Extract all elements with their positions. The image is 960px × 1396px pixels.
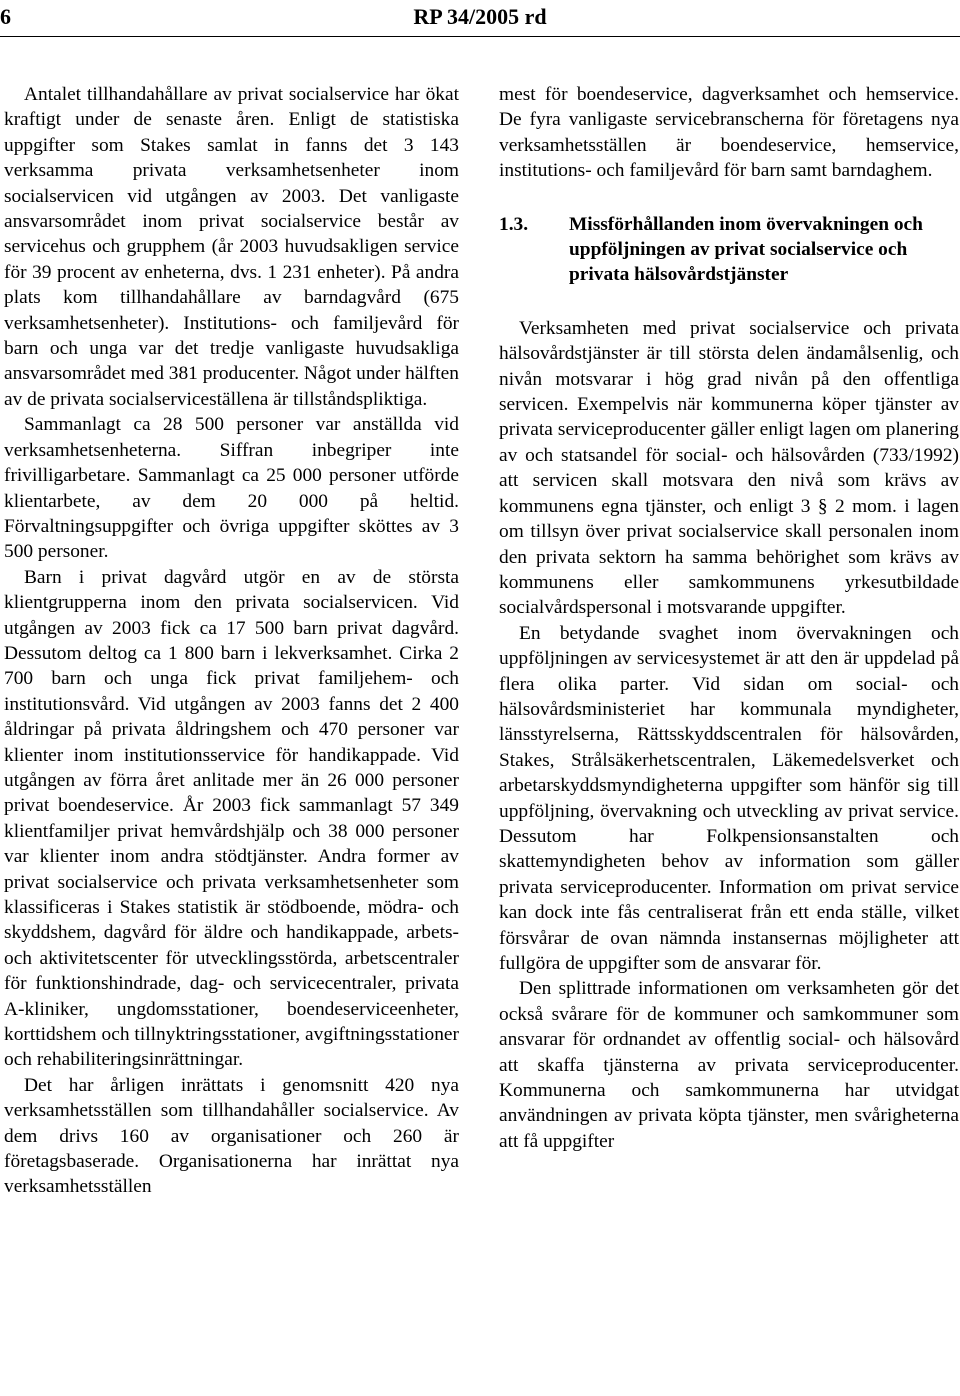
right-column	[499, 82, 959, 1154]
section-number: 1.3.	[499, 213, 529, 235]
continuation-paragraph: mest för boendeservice, dagverksamhet och hemservice. De fyra vanligaste servicebranscherna för företagens nya verksamhetsställen är boendeservice, hemservice, institutions- och familjevård för barn samt barndaghem.	[499, 84, 959, 182]
paragraph: Den splittrade informationen om verksamheten gör det också svårare för de kommuner och samkommuner som ansvarar för ordnandet av offentlig social- och hälsovård att skaffa tjänsterna av privata serviceproducenter. Kommunerna och samkommunerna har utvidgat användningen av privata köpta tjänster, men svårigheterna att få uppgifter	[499, 978, 959, 1152]
document-title: RP 34/2005 rd	[413, 4, 547, 29]
paragraph: En betydande svaghet inom övervakningen och uppföljningen av servicesystemet är att den är uppdelad på flera olika parter. Vid sidan om social- och hälsovårdsministeriet har kommunala myndigheter, länsstyrelserna, Rättsskyddscentralen för hälsovården, Stakes, Strålsäkerhetscentralen, Läkemedelsverket och arbetarskyddsmyndigheterna uppgifter som hänför sig till uppföljning, övervakning och utveckling av privat service. Dessutom har Folkpensionsanstalten och skattemyndigheten behov av information som gäller privata serviceproducenter. Information om privat service kan dock inte fås centraliserat från ett enda ställe, vilket försvårar de ovan nämnda instansernas möjligheter att fullgöra de uppgifter som de ansvarar för.	[499, 622, 959, 974]
section-heading	[499, 212, 959, 288]
left-column	[4, 82, 459, 1200]
page-number: 6	[0, 4, 11, 29]
header-rule	[0, 36, 960, 37]
paragraph: Antalet tillhandahållare av privat socialservice har ökat kraftigt under de senaste åren. Enligt de statistiska uppgifter som Stakes samlat in fanns det 3 143 verksamma privata verksamhetsenheter inom socialservicen vid utgången av 2003. Det vanligaste ansvarsområdet inom privat socialservice består av servicehus och grupphem (år 2003 huvudsakligen service för 39 procent av enheterna, dvs. 1 231 enheter). På andra plats kom tillhandahållare av barndagvård (675 verksamhetsenheter). Institutions- och familjevård för barn och unga var det tredje vanligaste huvudsakliga ansvarsområdet med 381 producenter. Något under hälften av de privata socialserviceställena är tillståndspliktiga.	[4, 84, 459, 410]
paragraph: Sammanlagt ca 28 500 personer var anställda vid verksamhetsenheterna. Siffran inbegriper inte frivilligarbetare. Sammanlagt ca 25 000 personer utförde klientarbete, av dem 20 000 på heltid. Förvaltningsuppgifter och övriga uppgifter sköttes av 3 500 personer.	[4, 414, 459, 563]
page-header	[0, 0, 960, 40]
paragraph: Det har årligen inrättats i genomsnitt 420 nya verksamhetsställen som tillhandahåller socialservice. Av dem drivs 160 av organisationer och 260 är företagsbaserade. Organisationerna har inrättat nya verksamhetsställen	[4, 1074, 459, 1198]
section-title: Missförhållanden inom övervakningen och uppföljningen av privat socialservice och privata hälsovårdstjänster	[569, 213, 923, 286]
paragraph: Barn i privat dagvård utgör en av de största klientgrupperna inom den privata socialservicen. Vid utgången av 2003 fick ca 17 500 barn privat dagvård. Dessutom deltog ca 1 800 barn i lekverksamhet. Cirka 2 700 barn och unga fick privat familjehem- och institutionsvård. Vid utgången av 2003 fanns det 2 400 åldringar på privata åldringshem och 470 personer var klienter inom institutionsservice för handikappade. Vid utgången av förra året anlitade mer än 26 000 personer privat boendeservice. År 2003 fick sammanlagt 57 349 klientfamiljer privat hemvårdshjälp och 38 000 personer var klienter inom andra stödtjänster. Andra former av privat socialservice och privata verksamhetsenheter som klassificeras i Stakes statistik är stödboende, mödra- och skyddshem, dagvård för äldre och handikappade, arbets- och aktivitetscenter för utvecklingsstörda, arbetscentraler för funktionshindrade, dag- och servicecentraler, privata A-kliniker, ungdomsstationer, boendeserviceenheter, korttidshem och tillnyktringsstationer, avgiftningsstationer och rehabiliteringsinrättningar.	[4, 566, 459, 1071]
paragraph: Verksamheten med privat socialservice och privata hälsovårdstjänster är till största delen ändamålsenlig, och nivån motsvarar i hög grad nivån på den offentliga servicen. Exempelvis när kommunerna köper tjänster av privata serviceproducenter gäller enligt lagen om planering av och statsandel för social- och hälsovården (733/1992) att servicen skall motsvara den nivå som krävs av kommunens egna tjänster, och enligt 3 § 2 mom. i lagen om tillsyn över privat socialservice skall personalen inom den privata sektorn ha samma behörighet som krävs av kommunens eller samkommunens yrkesutbildade socialvårdspersonal i motsvarande uppgifter.	[499, 317, 959, 619]
